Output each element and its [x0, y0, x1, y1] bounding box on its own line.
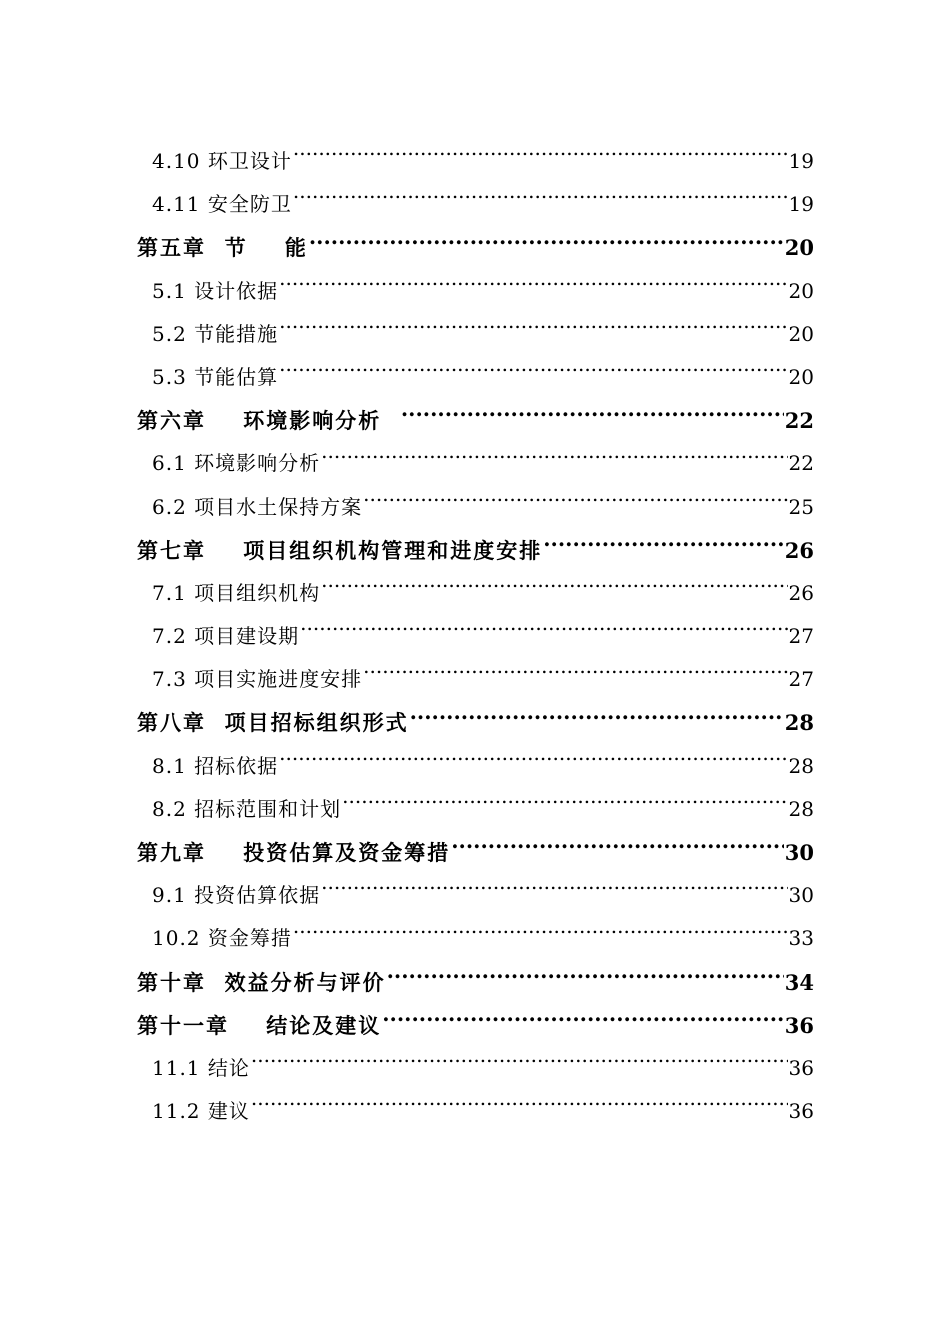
toc-dot-leader [293, 148, 788, 168]
toc-chapter-page: 30 [784, 840, 814, 865]
toc-entry-page: 22 [788, 451, 814, 476]
toc-dot-leader [382, 1012, 784, 1033]
toc-chapter-label: 第十章 效益分析与评价 [137, 969, 386, 995]
toc-entry-label: 4.10 环卫设计 [152, 149, 292, 173]
toc-dot-leader [410, 709, 784, 730]
toc-entry-page: 20 [788, 278, 814, 303]
toc-entry-6-2[interactable] [0, 486, 950, 529]
toc-entry-page: 20 [788, 364, 814, 389]
toc-chapter-9[interactable] [0, 831, 950, 874]
toc-dot-leader [451, 839, 784, 860]
toc-dot-leader [309, 234, 784, 255]
toc-entry-8-1[interactable] [0, 745, 950, 788]
toc-entry-5-1[interactable] [0, 270, 950, 313]
toc-entry-11-2[interactable] [0, 1090, 950, 1133]
toc-dot-leader [321, 580, 787, 600]
toc-chapter-label: 第十一章 结论及建议 [137, 1012, 382, 1038]
toc-chapter-8[interactable] [0, 701, 950, 744]
toc-dot-leader [279, 321, 787, 341]
toc-entry-label: 8.2 招标范围和计划 [152, 796, 342, 821]
toc-entry-label: 10.2 资金筹措 [152, 926, 292, 951]
toc-entry-label: 5.1 设计依据 [152, 278, 279, 303]
toc-entry-8-2[interactable] [0, 788, 950, 831]
toc-chapter-5[interactable] [0, 226, 950, 269]
toc-entry-page: 30 [788, 883, 814, 908]
toc-dot-leader [363, 494, 787, 514]
toc-dot-leader [251, 1098, 788, 1118]
toc-entry-page: 27 [788, 624, 814, 649]
toc-chapter-page: 28 [784, 710, 814, 736]
toc-entry-label: 6.2 项目水土保持方案 [152, 494, 363, 519]
toc-dot-leader [543, 537, 784, 558]
toc-entry-label: 5.3 节能估算 [152, 364, 279, 389]
toc-chapter-11[interactable] [0, 1004, 950, 1047]
toc-dot-leader [321, 450, 787, 470]
toc-chapter-page: 34 [784, 969, 814, 995]
toc-entry-label: 7.3 项目实施进度安排 [152, 667, 363, 692]
toc-entry-page: 20 [788, 321, 814, 346]
toc-chapter-label: 第七章 项目组织机构管理和进度安排 [137, 537, 543, 563]
toc-entry-7-2[interactable] [0, 615, 950, 658]
toc-entry-label: 7.2 项目建设期 [152, 624, 300, 649]
toc-entry-page: 26 [788, 580, 814, 605]
toc-entry-10-2[interactable] [0, 917, 950, 960]
toc-dot-leader [251, 1055, 788, 1075]
toc-dot-leader [387, 969, 784, 990]
toc-entry-7-3[interactable] [0, 658, 950, 701]
toc-entry-9-1[interactable] [0, 874, 950, 917]
toc-entry-label: 6.1 环境影响分析 [152, 451, 321, 476]
toc-dot-leader [279, 364, 787, 384]
toc-dot-leader [342, 796, 787, 816]
toc-entry-11-1[interactable] [0, 1047, 950, 1090]
toc-dot-leader [293, 925, 788, 945]
toc-entry-label: 11.2 建议 [152, 1099, 250, 1124]
toc-dot-leader [401, 407, 784, 428]
toc-chapter-6[interactable] [0, 399, 950, 442]
toc-entry-label: 7.1 项目组织机构 [152, 580, 321, 605]
toc-entry-page: 19 [788, 192, 814, 217]
toc-dot-leader [321, 882, 787, 902]
toc-entry-6-1[interactable] [0, 442, 950, 485]
toc-entry-label: 9.1 投资估算依据 [152, 883, 321, 908]
toc-entry-page: 28 [788, 753, 814, 778]
toc-entry-page: 27 [788, 667, 814, 692]
toc-dot-leader [293, 191, 788, 211]
table-of-contents [0, 140, 950, 1133]
toc-chapter-7[interactable] [0, 529, 950, 572]
toc-chapter-page: 20 [784, 235, 814, 261]
toc-chapter-label: 第八章 项目招标组织形式 [137, 710, 409, 736]
toc-chapter-label: 第六章 环境影响分析 [137, 408, 400, 434]
toc-entry-5-2[interactable] [0, 313, 950, 356]
toc-chapter-label: 第九章 投资估算及资金筹措 [137, 840, 451, 865]
toc-entry-page: 36 [788, 1099, 814, 1124]
toc-entry-page: 33 [788, 926, 814, 951]
toc-chapter-page: 26 [784, 537, 814, 563]
toc-entry-7-1[interactable] [0, 572, 950, 615]
toc-entry-5-3[interactable] [0, 356, 950, 399]
toc-dot-leader [279, 278, 787, 298]
toc-entry-4-10[interactable] [0, 140, 950, 183]
toc-chapter-label: 第五章 节 能 [137, 235, 308, 261]
toc-dot-leader [363, 666, 787, 686]
toc-entry-page: 28 [788, 796, 814, 821]
toc-dot-leader [279, 753, 787, 773]
toc-entry-label: 5.2 节能措施 [152, 321, 279, 346]
toc-entry-label: 8.1 招标依据 [152, 753, 279, 778]
toc-entry-page: 36 [788, 1055, 814, 1080]
toc-entry-label: 4.11 安全防卫 [152, 192, 292, 217]
toc-entry-label: 11.1 结论 [152, 1055, 250, 1080]
toc-chapter-10[interactable] [0, 961, 950, 1004]
toc-chapter-page: 22 [784, 408, 814, 434]
toc-dot-leader [300, 623, 787, 643]
toc-chapter-page: 36 [784, 1012, 814, 1038]
toc-entry-4-11[interactable] [0, 183, 950, 226]
toc-entry-page: 25 [788, 494, 814, 519]
toc-entry-page: 19 [788, 149, 814, 173]
